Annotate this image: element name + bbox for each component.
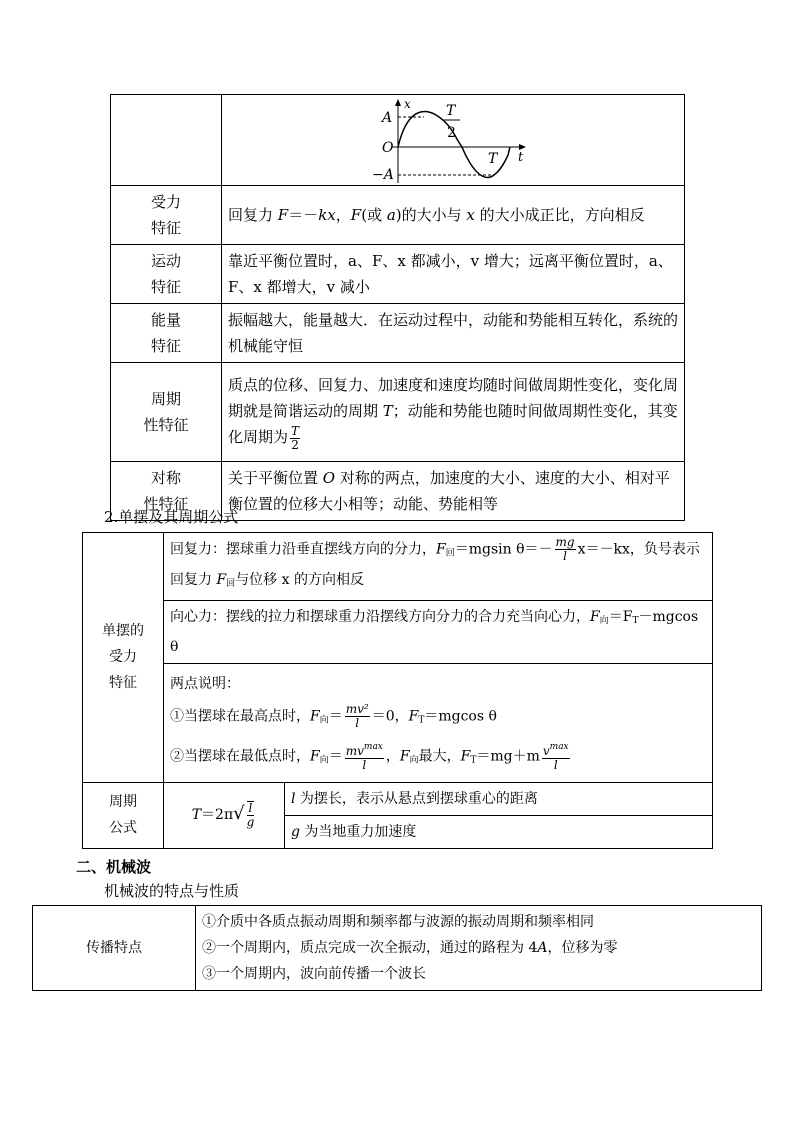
periodicity-row: [111, 363, 685, 462]
section-2-title: 2.单摆及其周期公式: [104, 508, 239, 526]
simple-harmonic-table: [110, 94, 685, 521]
symmetry-text: 关于平衡位置 O 对称的两点，加速度的大小、速度的大小、相对平衡位置的位移大小相等；动能、势能相等: [222, 462, 685, 521]
period-label: T: [488, 151, 498, 167]
force-text: 回复力 F＝－kx，F(或 a)的大小与 x 的大小成正比，方向相反: [222, 186, 685, 245]
periodicity-label: 周期 性特征: [111, 363, 222, 462]
energy-label: 能量 特征: [111, 304, 222, 363]
restoring-fraction: $\frac{mg}{l}$: [555, 535, 575, 563]
propagation-label: 传播特点: [33, 906, 196, 991]
mechanical-wave-subtitle: 机械波的特点与性质: [104, 882, 240, 900]
pendulum-table: [82, 532, 713, 849]
period-row-1: [83, 782, 713, 815]
symmetry-label: 对称 性特征: [111, 462, 222, 521]
origin-label: O: [382, 140, 394, 156]
half-period-den: 2: [447, 125, 456, 141]
centripetal-row: [83, 600, 713, 663]
mechanical-wave-heading: 二、机械波: [76, 858, 152, 876]
gravity-definition: g 为当地重力加速度: [285, 815, 713, 848]
graph-label-cell: [111, 95, 222, 186]
length-definition: l 为摆长，表示从悬点到摆球重心的距离: [285, 782, 713, 815]
propagation-line-1: ①介质中各质点振动周期和频率都与波源的振动周期和频率相同: [202, 914, 594, 930]
propagation-line-2: ②一个周期内，质点完成一次全振动，通过的路程为 4A，位移为零: [202, 940, 618, 956]
highest-point-line: ①当摆球在最高点时，$F_向=$ $\frac{\text{mv²}}{l}$ ＝0，$F_T=mgcos$ θ: [170, 701, 497, 730]
motion-text: 靠近平衡位置时，a、F、x 都减小，v 增大；远离平衡位置时，a、F、x 都增大，v 减小: [222, 245, 685, 304]
propagation-text: [196, 906, 762, 991]
motion-label: 运动 特征: [111, 245, 222, 304]
force-label: 受力 特征: [111, 186, 222, 245]
x-axis-label: x: [404, 97, 411, 111]
graph-row: [111, 95, 685, 186]
neg-amplitude-label: −A: [372, 167, 394, 183]
periodicity-text: 质点的位移、回复力、加速度和速度均随时间做周期性变化，变化周期就是简谐运动的周期 T；动能和势能也随时间做周期性变化，其变化周期为 $\frac{T}{2}$: [222, 363, 685, 462]
propagation-line-3: ③一个周期内，波向前传播一个波长: [202, 966, 426, 982]
energy-row: [111, 304, 685, 363]
centripetal-force-text: 向心力：摆线的拉力和摆球重力沿摆线方向分力的合力充当向心力，$F_向=F_T-mgcos$ θ: [164, 600, 713, 663]
sine-wave-graph: [222, 95, 682, 185]
t-axis-label: t: [518, 150, 524, 165]
restoring-force-text: 回复力：摆球重力沿垂直摆线方向的分力，$F_回=mgsin$ θ＝－ $\frac{mg}{l}$ x＝－kx，负号表示回复力 $F_回$与位移 x 的方向相反: [164, 533, 713, 601]
amplitude-label: A: [382, 110, 393, 126]
pendulum-force-label: 单摆的 受力 特征: [83, 533, 164, 783]
half-period-fraction: $\frac{T}{2}$: [291, 423, 300, 452]
two-points-row: [83, 663, 713, 782]
two-points-text: [164, 663, 713, 782]
energy-text: 振幅越大，能量越大．在运动过程中，动能和势能相互转化，系统的机械能守恒: [222, 304, 685, 363]
motion-row: [111, 245, 685, 304]
lowest-point-line: ②当摆球在最低点时，$F_向=$ $\frac{mv^{max}}{l}$ ，$F_向$最大，$F_T=mg+m$ $\frac{v^{max}}{l}$: [170, 742, 569, 773]
wave-table: [32, 905, 762, 991]
force-row: [111, 186, 685, 245]
propagation-row: [33, 906, 762, 991]
period-formula-label: 周期 公式: [83, 782, 164, 848]
graph-cell: [222, 95, 685, 186]
restoring-row: [83, 533, 713, 601]
half-period-num: T: [446, 103, 456, 119]
period-formula: T＝2π√ $\frac{l}{g}$: [164, 782, 285, 848]
two-points-title: 两点说明：: [170, 675, 240, 692]
